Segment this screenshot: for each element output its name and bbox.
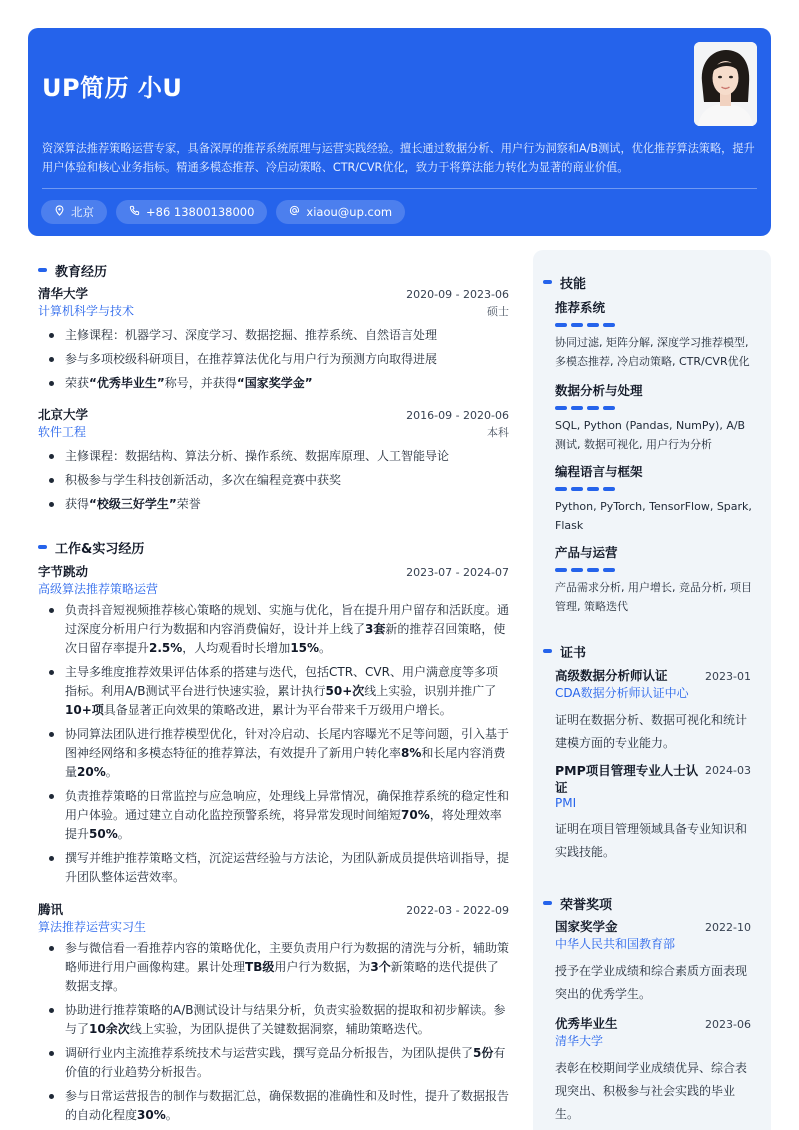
highlight-text: 8% <box>401 746 422 760</box>
certificate-desc: 证明在数据分析、数据可视化和统计建模方面的专业能力。 <box>555 713 748 750</box>
highlight-text: 2.5% <box>149 641 183 655</box>
work-entry-1 <box>38 562 509 887</box>
bullet-text: 。 <box>117 827 130 841</box>
honor-issuer: 清华大学 <box>555 1034 604 1048</box>
date-range: 2023-07 - 2024-07 <box>406 566 509 579</box>
skill-desc: SQL, Python (Pandas, NumPy), A/B测试, 数据可视化, 用户行为分析 <box>555 419 746 451</box>
contact-email[interactable] <box>276 200 405 224</box>
highlight-text: TB级 <box>245 960 275 974</box>
header-divider <box>42 188 757 189</box>
bullet-item <box>38 371 509 395</box>
honor-name: 国家奖学金 <box>555 919 618 934</box>
highlight-text: 10余次 <box>89 1022 130 1036</box>
skill-name: 编程语言与框架 <box>555 464 643 479</box>
skill-level-segment <box>587 568 599 572</box>
skill-item <box>555 381 755 454</box>
skill-level-segment <box>587 323 599 327</box>
skill-level-segment <box>571 487 583 491</box>
bullet-item <box>38 347 509 371</box>
bullet-item <box>38 787 509 844</box>
school-name: 清华大学 <box>38 286 89 301</box>
bullet-item <box>38 468 509 492</box>
certificate-date: 2024-03 <box>705 764 751 777</box>
degree: 硕士 <box>487 305 509 318</box>
phone-icon <box>129 205 140 219</box>
certificate-item <box>555 762 751 864</box>
skill-level-segment <box>603 568 615 572</box>
skill-name: 产品与运营 <box>555 545 618 560</box>
education-entry-2 <box>38 405 509 516</box>
bullet-item <box>38 663 509 720</box>
highlight-text: 50+次 <box>325 684 365 698</box>
degree: 本科 <box>487 426 509 439</box>
bullet-text: 积极参与学生科技创新活动，多次在编程竞赛中获奖 <box>65 473 342 487</box>
skill-level-segment <box>603 406 615 410</box>
skill-level-segment <box>555 487 567 491</box>
sidebar <box>533 250 771 1130</box>
skill-desc: 协同过滤, 矩阵分解, 深度学习推荐模型, 多模态推荐, 冷启动策略, CTR/CVR优化 <box>555 336 750 368</box>
honor-name: 优秀毕业生 <box>555 1016 618 1031</box>
bullet-text: 主导多维度推荐效果评估体系的搭建与迭代，包括CTR、CVR、用户满意度等多项指标。利用A/B测试平台进行快速实验，累计执行 <box>65 665 498 698</box>
highlight-text: 5份 <box>473 1046 494 1060</box>
bullet-item <box>38 1044 509 1082</box>
certificate-name: 高级数据分析师认证 <box>555 668 668 683</box>
skill-name: 数据分析与处理 <box>555 383 643 398</box>
certificate-issuer: CDA数据分析师认证中心 <box>555 686 689 700</box>
bullet-text: 参与微信看一看推荐内容的策略优化，主要负责用户行为数据的清洗与分析，辅助策略师进行用户画像构建。累计处理 <box>65 941 510 974</box>
highlight-text: 3套 <box>365 622 386 636</box>
certificate-name: PMP项目管理专业人士认证 <box>555 763 699 795</box>
location-text: 北京 <box>71 205 94 219</box>
bullet-text: 。 <box>105 765 118 779</box>
bullet-text: 新策略的迭代提供了数据支撑。 <box>65 960 499 993</box>
bullet-item <box>38 939 509 996</box>
work-section-title: 工作&实习经历 <box>38 537 144 557</box>
education-section-title: 教育经历 <box>38 260 107 280</box>
company-name: 字节跳动 <box>38 564 89 579</box>
highlight-text: 3个 <box>370 960 391 974</box>
highlight-text: “国家奖学金” <box>236 376 313 390</box>
bullet-text: 主修课程：数据结构、算法分析、操作系统、数据库原理、人工智能导论 <box>65 449 450 463</box>
bullet-item <box>38 601 509 658</box>
honor-item <box>555 1015 751 1126</box>
resume-header <box>28 28 771 236</box>
skill-level-segment <box>571 406 583 410</box>
bullet-item <box>38 492 509 516</box>
profile-summary: 资深算法推荐策略运营专家，具备深厚的推荐系统原理与运营实践经验。擅长通过数据分析、用户行为洞察和A/B测试，优化推荐算法策略，提升用户体验和核心业务指标。精通多模态推荐、冷启动策略、CTR/CVR优化，致力于将算法能力转化为显著的商业价值。 <box>42 142 755 174</box>
date-range: 2016-09 - 2020-06 <box>406 409 509 422</box>
section-marker <box>543 280 552 284</box>
bullet-text: ，人均观看时长增加 <box>182 641 291 655</box>
bullet-text: 协同算法团队进行推荐模型优化，针对冷启动、长尾内容曝光不足等问题，引入基于图神经网络和多模态特征的推荐算法，有效提升了新用户转化率 <box>65 727 510 760</box>
bullet-list <box>38 323 509 395</box>
skill-level-segment <box>555 323 567 327</box>
bullet-item <box>38 444 509 468</box>
bullet-text: 荣获 <box>65 376 90 390</box>
job-title: 高级算法推荐策略运营 <box>38 582 159 596</box>
work-entry-2 <box>38 900 509 1125</box>
bullet-text: 负责推荐策略的日常监控与应急响应，处理线上异常情况，确保推荐系统的稳定性和用户体验。通过建立自动化监控预警系统，将异常发现时间缩短 <box>65 789 510 822</box>
bullet-text: 撰写并维护推荐策略文档，沉淀运营经验与方法论，为团队新成员提供培训指导，提升团队整体运营效率。 <box>65 851 510 884</box>
bullet-item <box>38 1001 509 1039</box>
bullet-text: 荣誉 <box>176 497 201 511</box>
highlight-text: 15% <box>290 641 320 655</box>
skill-level-segment <box>571 568 583 572</box>
major: 计算机科学与技术 <box>38 304 135 318</box>
bullet-text: 协助进行推荐策略的A/B测试设计与结果分析，负责实验数据的提取和初步解读。参与了 <box>65 1003 506 1036</box>
honor-item <box>555 918 751 1006</box>
skill-level-segment <box>571 323 583 327</box>
email-text: xiaou@up.com <box>306 205 393 219</box>
skill-name: 推荐系统 <box>555 300 606 315</box>
honor-desc: 授予在学业成绩和综合素质方面表现突出的优秀学生。 <box>555 964 748 1001</box>
certificate-issuer: PMI <box>555 796 577 810</box>
contact-phone[interactable] <box>116 200 267 224</box>
bullet-text: 。 <box>319 641 332 655</box>
certificate-date: 2023-01 <box>705 670 751 683</box>
skill-level-bar <box>555 323 755 327</box>
bullet-text: 称号，并获得 <box>164 376 237 390</box>
skill-level-segment <box>587 487 599 491</box>
bullet-text: 调研行业内主流推荐系统技术与运营实践，撰写竞品分析报告，为团队提供了 <box>65 1046 474 1060</box>
skill-level-segment <box>555 568 567 572</box>
date-range: 2022-03 - 2022-09 <box>406 904 509 917</box>
skills-section-title: 技能 <box>543 272 586 292</box>
school-name: 北京大学 <box>38 407 89 422</box>
bullet-list <box>38 601 509 887</box>
at-sign-icon <box>289 205 300 219</box>
skill-item <box>555 298 755 371</box>
skill-desc: Python, PyTorch, TensorFlow, Spark, Flask <box>555 500 752 532</box>
bullet-text: 具备显著正向效果的策略改进，累计为平台带来千万级用户增长。 <box>103 703 452 717</box>
bullet-text: 和长尾内容消费量 <box>65 746 506 779</box>
phone-text: +86 13800138000 <box>146 205 255 219</box>
bullet-list <box>38 444 509 516</box>
honor-desc: 表彰在校期间学业成绩优异、综合表现突出、积极参与社会实践的毕业生。 <box>555 1061 748 1121</box>
highlight-text: 20% <box>77 765 106 779</box>
skill-level-segment <box>587 406 599 410</box>
bullet-text: 负责抖音短视频推荐核心策略的规划、实施与优化，旨在提升用户留存和活跃度。通过深度分析用户行为数据和内容消费偏好，设计并上线了 <box>65 603 510 636</box>
skill-level-bar <box>555 568 755 572</box>
highlight-text: “校级三好学生” <box>89 497 177 511</box>
bullet-item <box>38 725 509 782</box>
skill-list <box>555 298 755 616</box>
bullet-text: 。 <box>165 1108 178 1122</box>
education-entry-1 <box>38 284 509 395</box>
bullet-text: 参与多项校级科研项目，在推荐算法优化与用户行为预测方向取得进展 <box>65 352 438 366</box>
date-range: 2020-09 - 2023-06 <box>406 288 509 301</box>
honor-date: 2023-06 <box>705 1018 751 1031</box>
bullet-text: 用户行为数据，为 <box>274 960 371 974</box>
bullet-item <box>38 1087 509 1125</box>
bullet-text: ，将处理效率提升 <box>65 808 502 841</box>
candidate-name: UP简历 小U <box>42 74 183 102</box>
skill-level-segment <box>603 323 615 327</box>
highlight-text: 70% <box>401 808 430 822</box>
bullet-text: 线上实验，识别并推广了 <box>364 684 497 698</box>
skill-level-bar <box>555 406 755 410</box>
section-marker <box>38 268 47 272</box>
profile-photo <box>694 42 757 126</box>
skill-item <box>555 543 755 616</box>
certificates-section-title: 证书 <box>543 641 586 661</box>
section-marker <box>38 545 47 549</box>
contact-list <box>41 200 405 224</box>
skill-level-segment <box>603 487 615 491</box>
bullet-text: 主修课程：机器学习、深度学习、数据挖掘、推荐系统、自然语言处理 <box>65 328 438 342</box>
honor-issuer: 中华人民共和国教育部 <box>555 937 676 951</box>
bullet-text: 线上实验，为团队提供了关键数据洞察，辅助策略迭代。 <box>129 1022 430 1036</box>
job-title: 算法推荐运营实习生 <box>38 920 147 934</box>
skill-level-bar <box>555 487 755 491</box>
bullet-text: 参与日常运营报告的制作与数据汇总，确保数据的准确性和及时性，提升了数据报告的自动化程度 <box>65 1089 510 1122</box>
honors-section-title: 荣誉奖项 <box>543 893 612 913</box>
skill-item <box>555 462 755 535</box>
bullet-list <box>38 939 509 1125</box>
bullet-item <box>38 849 509 887</box>
honor-date: 2022-10 <box>705 921 751 934</box>
highlight-text: 50% <box>89 827 118 841</box>
location-pin-icon <box>54 205 65 219</box>
section-marker <box>543 901 552 905</box>
highlight-text: “优秀毕业生” <box>89 376 165 390</box>
bullet-text: 获得 <box>65 497 90 511</box>
skill-desc: 产品需求分析, 用户增长, 竞品分析, 项目管理, 策略迭代 <box>555 581 752 613</box>
highlight-text: 10+项 <box>65 703 104 717</box>
certificate-item <box>555 667 751 755</box>
bullet-item <box>38 323 509 347</box>
bullet-text: 有价值的行业趋势分析报告。 <box>65 1046 506 1079</box>
company-name: 腾讯 <box>38 902 64 917</box>
highlight-text: 30% <box>137 1108 166 1122</box>
contact-location <box>41 200 107 224</box>
certificate-desc: 证明在项目管理领域具备专业知识和实践技能。 <box>555 822 748 859</box>
section-marker <box>543 649 552 653</box>
major: 软件工程 <box>38 425 87 439</box>
bullet-text: 新的推荐召回策略，使次日留存率提升 <box>65 622 506 655</box>
skill-level-segment <box>555 406 567 410</box>
